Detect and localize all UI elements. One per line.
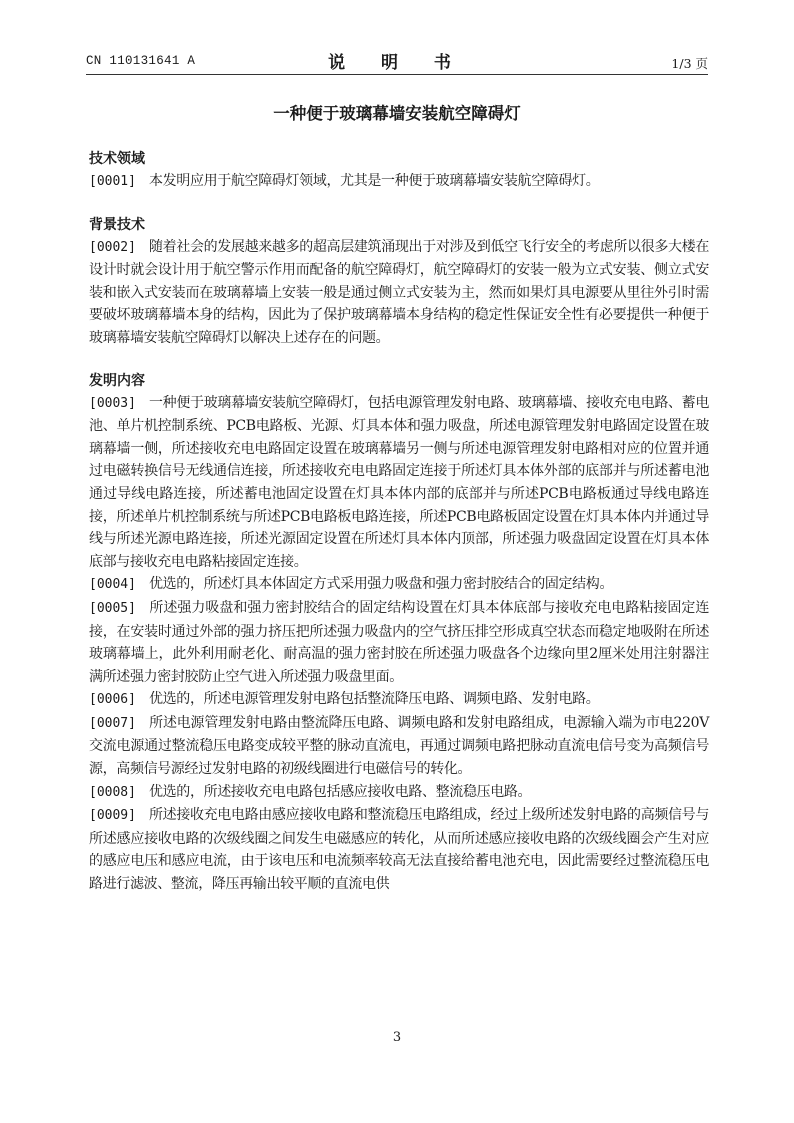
paragraph-0002: [89, 236, 709, 350]
page-number: 3: [392, 1030, 402, 1045]
paragraph-number: [0002]: [89, 239, 136, 255]
section-gap: [89, 194, 709, 214]
paragraph-text: 优选的，所述灯具本体固定方式采用强力吸盘和强力密封胶结合的固定结构。: [149, 576, 614, 593]
paragraph-text: 优选的，所述接收充电电路包括感应接收电路、整流稳压电路。: [149, 783, 532, 800]
paragraph-text: 一种便于玻璃幕墙安装航空障碍灯，包括电源管理发射电路、玻璃幕墙、接收充电电路、蓄电池、单片机控制系统、PCB电路板、光源、灯具本体和强力吸盘，所述电源管理发射电路固定设置在玻璃幕墙一侧，所述接收充电电路固定设置在玻璃幕墙另一侧与所述电源管理发射电路相对应的位置并通过电磁转换信号无线通信连接，所述接收充电电路固定连接于所述灯具本体外部的底部并与所述蓄电池通过导线电路连接，所述蓄电池固定设置在灯具本体内部的底部并与所述PCB电路板通过导线电路连接，所述单片机控制系统与所述PCB电路板电路连接，所述PCB电路板固定设置在灯具本体内并通过导线与所述光源电路连接，所述光源固定设置在所述灯具本体内顶部，所述强力吸盘固定设置在灯具本体底部与接收充电电路粘接固定连接。: [89, 394, 709, 570]
page-info: 1/3 页: [671, 56, 708, 71]
section-heading-technical-field: 技术领域: [89, 151, 145, 167]
paragraph-text: 随着社会的发展越来越多的超高层建筑涌现出于对涉及到低空飞行安全的考虑所以很多大楼在设计时就会设计用于航空警示作用而配备的航空障碍灯，航空障碍灯的安装一般为立式安装、侧立式安装和嵌入式安装而在玻璃幕墙上安装一般是通过侧立式安装为主，然而如果灯具电源要从里往外引时需要破坏玻璃幕墙本身的结构，因此为了保护玻璃幕墙本身结构的稳定性保证安全性有必要提供一种便于玻璃幕墙安装航空障碍灯以解决上述存在的问题。: [89, 238, 709, 346]
section-gap: [89, 350, 709, 370]
paragraph-number: [0009]: [89, 808, 136, 824]
page-header: [86, 48, 708, 74]
section-heading-background: 背景技术: [89, 216, 145, 233]
document-title: 一种便于玻璃幕墙安装航空障碍灯: [273, 104, 521, 123]
publication-number: CN 110131641 A: [86, 54, 196, 68]
paragraph-text: 所述接收充电电路由感应接收电路和整流稳压电路组成，经过上级所述发射电路的高频信号与所述感应接收电路的次级线圈之间发生电磁感应的转化，从而所述感应接收电路的次级线圈会产生对应的感应电压和感应电流，由于该电压和电流频率较高无法直接给蓄电池充电，因此需要经过整流稳压电路进行滤波、整流，降压再输出较平顺的直流电供: [89, 807, 709, 893]
paragraph-text: 本发明应用于航空障碍灯领域，尤其是一种便于玻璃幕墙安装航空障碍灯。: [149, 173, 600, 189]
paragraph-number: [0004]: [89, 577, 136, 593]
paragraph-number: [0007]: [89, 715, 136, 731]
document-body: [89, 148, 709, 896]
paragraph-0001: [89, 170, 709, 194]
paragraph-0009: [89, 804, 709, 895]
paragraph-text: 所述电源管理发射电路由整流降压电路、调频电路和发射电路组成，电源输入端为市电220V交流电源通过整流稳压电路变成较平整的脉动直流电，再通过调频电路把脉动直流电信号变为高频信号源，高频信号源经过发射电路的初级线圈进行电磁信号的转化。: [89, 714, 709, 778]
paragraph-0003: [89, 392, 709, 574]
paragraph-number: [0008]: [89, 784, 136, 800]
paragraph-text: 所述强力吸盘和强力密封胶结合的固定结构设置在灯具本体底部与接收充电电路粘接固定连接，在安装时通过外部的强力挤压把所述强力吸盘内的空气挤压排空形成真空状态而稳定地吸附在所述玻璃幕墙上，此外利用耐老化、耐高温的强力密封胶在所述强力吸盘各个边缘向里2厘米处用注射器注满所述强力密封胶防止空气进入所述强力吸盘里面。: [89, 599, 709, 685]
paragraph-text: 优选的，所述电源管理发射电路包括整流降压电路、调频电路、发射电路。: [149, 691, 600, 708]
document-type: 说 明 书: [328, 53, 466, 73]
paragraph-0006: [89, 688, 709, 712]
section-heading-invention: 发明内容: [89, 372, 145, 389]
paragraph-0007: [89, 712, 709, 781]
paragraph-number: [0006]: [89, 692, 136, 708]
paragraph-0005: [89, 597, 709, 688]
header-rule: [86, 74, 708, 75]
paragraph-number: [0003]: [89, 395, 136, 411]
paragraph-0004: [89, 573, 709, 597]
paragraph-0008: [89, 781, 709, 805]
paragraph-number: [0001]: [89, 174, 136, 189]
paragraph-number: [0005]: [89, 600, 136, 616]
